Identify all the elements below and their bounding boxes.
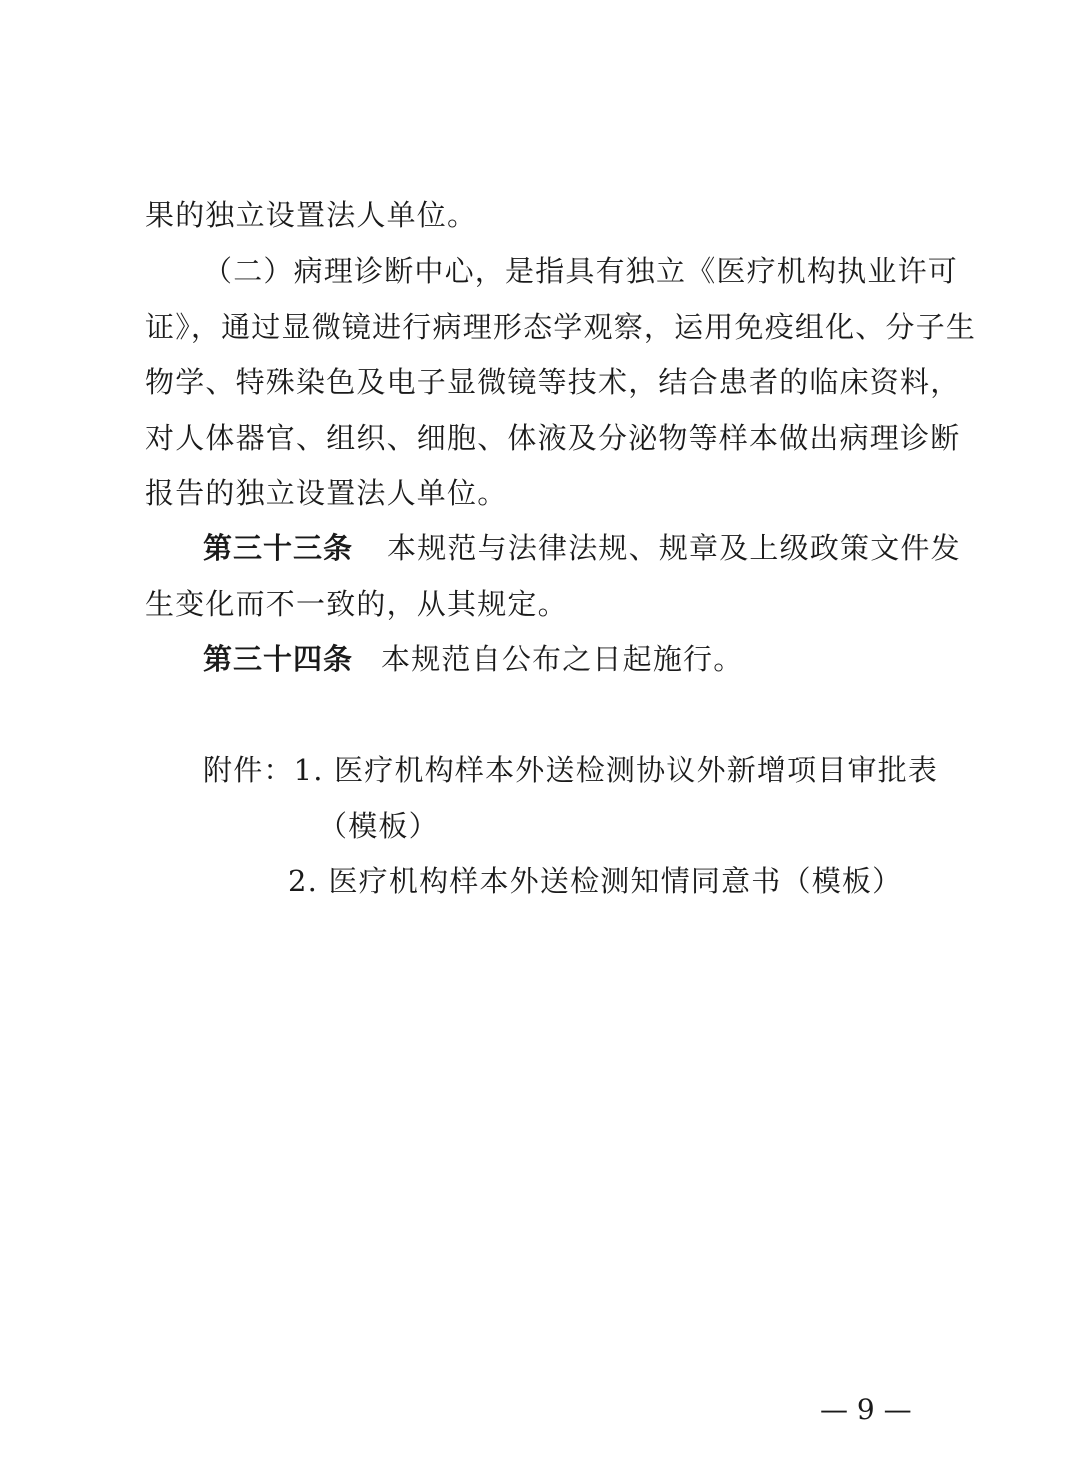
article-33-line-1	[203, 530, 1003, 566]
article-34-heading: 第三十四条	[203, 642, 354, 676]
attachment-item-1: 1. 医疗机构样本外送检测协议外新增项目审批表	[293, 753, 939, 787]
paragraph-line-6: 报告的独立设置法人单位。	[145, 476, 508, 510]
attachment-item-1-continuation: （模板）	[318, 809, 439, 843]
attachment-item-2: 2. 医疗机构样本外送检测知情同意书（模板）	[288, 864, 903, 898]
paragraph-line-2: （二）病理诊断中心，是指具有独立《医疗机构执业许可	[203, 254, 959, 288]
paragraph-line-3: 证》，通过显微镜进行病理形态学观察，运用免疫组化、分子生	[145, 310, 977, 344]
page-number: — 9 —	[820, 1393, 912, 1426]
paragraph-line-4: 物学、特殊染色及电子显微镜等技术，结合患者的临床资料，	[145, 365, 961, 399]
article-33-line-2: 生变化而不一致的，从其规定。	[145, 587, 568, 621]
attachment-line-1	[203, 752, 1003, 788]
article-33-heading: 第三十三条	[203, 531, 354, 565]
attachments-label: 附件：	[203, 753, 294, 787]
paragraph-line-1: 果的独立设置法人单位。	[145, 198, 478, 232]
article-34-text: 本规范自公布之日起施行。	[381, 642, 744, 676]
paragraph-line-5: 对人体器官、组织、细胞、体液及分泌物等样本做出病理诊断	[145, 421, 961, 455]
article-33-text: 本规范与法律法规、规章及上级政策文件发	[387, 531, 961, 565]
article-34-line	[203, 641, 1003, 677]
